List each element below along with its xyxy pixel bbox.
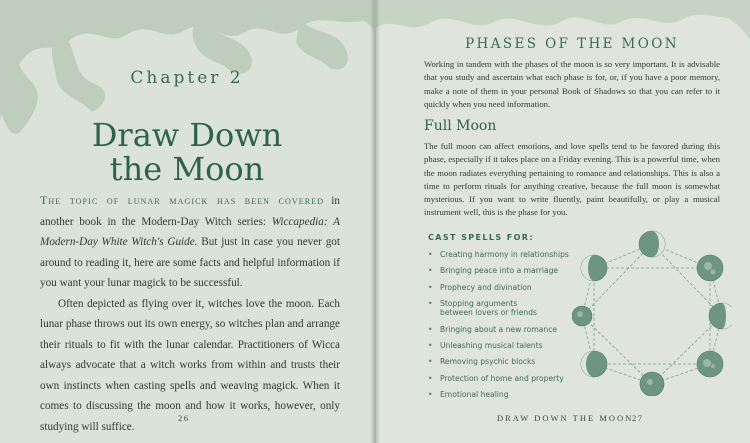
bullet-icon: •	[428, 389, 433, 399]
section-heading: PHASES OF THE MOON	[465, 36, 679, 52]
paragraph-2: Often depicted as flying over it, witches love the moon. Each lunar phase throws out its own energy, so witches plan and arrange their rituals to fit with the lunar calendar. Practitioners of Wicca always advocate that a witch works from within and trusts their own instincts when casting spells and weaving magick. When it comes to discussing the moon and how it works, however, only studying will suffice.	[40, 297, 340, 433]
bullet-icon: •	[428, 324, 433, 334]
bullet-icon: •	[428, 357, 433, 367]
list-item: • Bringing peace into a marriage	[428, 266, 559, 276]
list-item: • Prophecy and divination	[428, 282, 532, 292]
bullet-icon: •	[428, 341, 433, 350]
cast-spells-heading: CAST SPELLS FOR:	[428, 233, 534, 242]
list-item: • Emotional healing	[428, 389, 509, 399]
left-page	[0, 0, 374, 443]
chapter-title-line-1: Draw Down	[91, 116, 283, 154]
subheading: Full Moon	[424, 118, 497, 134]
oak-leaf-foliage-right-icon	[376, 0, 750, 40]
paragraph-1	[40, 190, 340, 294]
left-body-text	[40, 190, 340, 437]
paragraph-lead-in: The topic of lunar magick has been covered	[40, 193, 325, 207]
section-intro: Working in tandem with the phases of the moon is so very important. It is advisable that you study and ascertain what each phase is for, or, if you have a poor memory, make a note of them in your personal Book of Shadows so that you can refer to it quickly when you need information.	[424, 59, 720, 109]
bullet-icon: •	[428, 373, 433, 383]
list-item: • Unleashing musical talents	[428, 341, 543, 350]
page-number-left: 26	[178, 413, 190, 423]
paragraph-1-text-b: But just in case you never got around to reading it, here are some facts and helpful information if you want your lunar magick to be successful.	[40, 236, 340, 289]
book-title: Wiccapedia: A Modern-Day White Witch's Guide.	[40, 215, 340, 248]
running-head: DRAW DOWN THE MOON	[497, 413, 634, 423]
list-item: • Creating harmony in relationships	[428, 250, 569, 259]
bullet-icon: •	[428, 250, 433, 259]
page-number-right: 27	[632, 413, 644, 423]
page-gutter	[370, 0, 380, 443]
paragraph-1-text-a: in another book in the Modern-Day Witch series:	[40, 195, 341, 228]
list-item: • Removing psychic blocks	[428, 357, 536, 367]
bullet-icon: •	[428, 266, 433, 276]
cast-spells-list	[428, 250, 588, 406]
moon-phase-wheel-icon	[572, 226, 732, 396]
chapter-label: Chapter 2	[130, 68, 244, 88]
list-item: • Bringing about a new romance	[428, 324, 558, 334]
bullet-icon: •	[428, 282, 433, 292]
bullet-icon: •	[428, 298, 433, 308]
list-item: • Protection of home and property	[428, 373, 564, 383]
chapter-title	[0, 118, 374, 186]
full-moon-text: The full moon can affect emotions, and love spells tend to be favored during this phase, especially if it takes place on a Friday evening. This is a powerful time, when the moon radiates everything pertaining to romance and relationships. This is also a time to perform rituals for anything creative, because the full moon is somewhat mysterious. If you want to write fluently, paint beautifully, or play a musical instrument well, this is the phase for you.	[424, 141, 720, 218]
chapter-title-line-2: the Moon	[109, 150, 265, 188]
list-item: • Stopping arguments between lovers or friends	[428, 298, 538, 318]
